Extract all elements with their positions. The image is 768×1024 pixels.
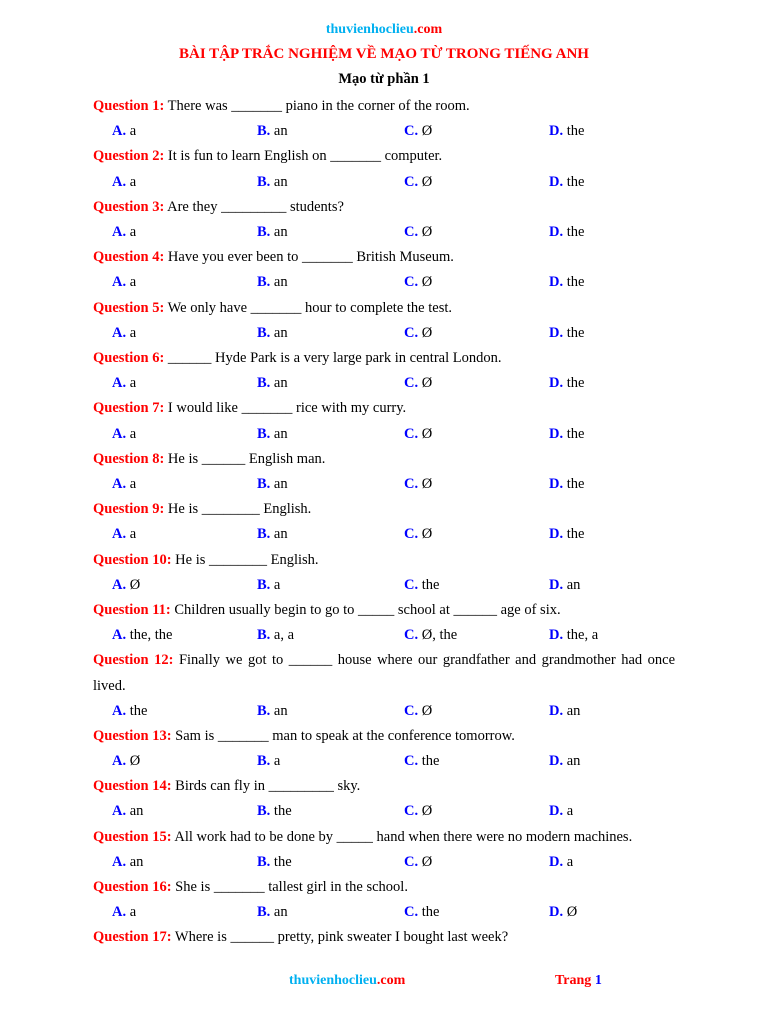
option-letter: D.	[549, 123, 564, 140]
option-text: an	[566, 753, 581, 770]
option-letter: C.	[404, 627, 419, 644]
option-letter: D.	[549, 576, 564, 593]
option-letter: A.	[112, 803, 127, 820]
option-letter: A.	[112, 274, 127, 291]
option-text: Ø	[421, 803, 433, 820]
option-letter: B.	[257, 173, 271, 190]
option-letter: D.	[549, 627, 564, 644]
answer-options	[93, 220, 675, 245]
option-c[interactable]	[404, 119, 432, 144]
question-13	[93, 724, 675, 749]
question-label: Question 3:	[93, 198, 165, 215]
option-text: a	[129, 324, 137, 341]
option-text: a	[566, 803, 574, 820]
option-letter: B.	[257, 904, 271, 921]
question-11	[93, 598, 675, 623]
option-c[interactable]	[404, 900, 439, 925]
option-d[interactable]	[549, 170, 584, 195]
option-b[interactable]	[257, 573, 280, 598]
option-text: the	[129, 702, 148, 719]
option-letter: A.	[112, 223, 127, 240]
question-6	[93, 346, 675, 371]
question-label: Question 7:	[93, 400, 165, 417]
option-text: a	[129, 425, 137, 442]
option-letter: D.	[549, 526, 564, 543]
option-b[interactable]	[257, 799, 292, 824]
option-letter: A.	[112, 324, 127, 341]
option-text: a	[273, 753, 281, 770]
question-text: We only have _______ hour to complete the test.	[164, 299, 452, 316]
option-text: the	[421, 753, 440, 770]
question-1	[93, 94, 675, 119]
option-d[interactable]	[549, 119, 584, 144]
question-text: It is fun to learn English on _______ computer.	[164, 148, 443, 165]
question-label: Question 1:	[93, 98, 165, 114]
option-letter: A.	[112, 904, 127, 921]
option-letter: D.	[549, 375, 564, 392]
option-b[interactable]	[257, 119, 288, 144]
answer-options	[93, 749, 675, 774]
answer-options	[93, 799, 675, 824]
option-letter: C.	[404, 904, 419, 921]
option-text: an	[273, 274, 288, 291]
answer-options	[93, 472, 675, 497]
option-letter: C.	[404, 173, 419, 190]
answer-options	[93, 321, 675, 346]
option-letter: C.	[404, 475, 419, 492]
option-text: Ø	[421, 853, 433, 870]
option-d[interactable]	[549, 900, 577, 925]
question-7	[93, 396, 675, 421]
question-text: Are they _________ students?	[164, 198, 344, 215]
option-text: the	[421, 904, 440, 921]
option-text: an	[273, 425, 288, 442]
option-c[interactable]	[404, 472, 432, 497]
option-letter: D.	[549, 274, 564, 291]
page-number	[555, 973, 602, 989]
option-text: the	[566, 475, 585, 492]
option-c[interactable]	[404, 699, 432, 724]
answer-options	[93, 371, 675, 396]
option-text: a	[129, 274, 137, 291]
question-10	[93, 548, 675, 573]
option-letter: D.	[549, 223, 564, 240]
option-c[interactable]	[404, 749, 439, 774]
option-text: the	[566, 274, 585, 291]
option-letter: A.	[112, 853, 127, 870]
option-letter: D.	[549, 702, 564, 719]
option-text: the, a	[566, 627, 599, 644]
option-text: Ø	[421, 324, 433, 341]
option-letter: B.	[257, 425, 271, 442]
option-a[interactable]	[112, 623, 172, 648]
option-letter: B.	[257, 324, 271, 341]
option-b[interactable]	[257, 270, 288, 295]
question-label: Question 11:	[93, 601, 171, 618]
option-letter: C.	[404, 526, 419, 543]
option-letter: C.	[404, 576, 419, 593]
site-header	[0, 22, 768, 38]
question-label: Question 8:	[93, 450, 165, 467]
question-4	[93, 245, 675, 270]
option-a[interactable]	[112, 799, 143, 824]
option-text: a, a	[273, 627, 295, 644]
question-15	[93, 825, 675, 850]
option-c[interactable]	[404, 799, 432, 824]
answer-options	[93, 170, 675, 195]
question-17	[93, 925, 675, 950]
option-b[interactable]	[257, 900, 288, 925]
option-text: Ø	[421, 702, 433, 719]
option-text: an	[273, 324, 288, 341]
option-b[interactable]	[257, 699, 288, 724]
option-letter: B.	[257, 526, 271, 543]
page-number-value: 1	[594, 973, 602, 988]
option-d[interactable]	[549, 522, 584, 547]
option-b[interactable]	[257, 472, 288, 497]
page-label: Trang	[555, 973, 595, 988]
option-letter: B.	[257, 375, 271, 392]
option-text: Ø, the	[421, 627, 458, 644]
option-text: Ø	[129, 576, 141, 593]
option-letter: C.	[404, 375, 419, 392]
question-9	[93, 497, 675, 522]
option-letter: B.	[257, 576, 271, 593]
option-letter: C.	[404, 123, 419, 140]
question-label: Question 2:	[93, 148, 165, 165]
option-text: Ø	[421, 375, 433, 392]
option-letter: B.	[257, 753, 271, 770]
option-text: an	[273, 375, 288, 392]
option-b[interactable]	[257, 522, 288, 547]
option-text: Ø	[421, 223, 433, 240]
option-letter: D.	[549, 803, 564, 820]
option-b[interactable]	[257, 220, 288, 245]
option-text: an	[273, 123, 288, 140]
option-letter: C.	[404, 853, 419, 870]
option-c[interactable]	[404, 371, 432, 396]
document-title: BÀI TẬP TRẮC NGHIỆM VỀ MẠO TỪ TRONG TIẾNG ANH	[179, 46, 589, 62]
option-letter: B.	[257, 223, 271, 240]
question-label: Question 16:	[93, 879, 172, 896]
option-b[interactable]	[257, 371, 288, 396]
answer-options	[93, 522, 675, 547]
question-text: He is ________ English.	[171, 551, 319, 568]
site-domain: .com	[413, 22, 443, 37]
question-label: Question 10:	[93, 551, 172, 568]
option-d[interactable]	[549, 270, 584, 295]
question-text: ______ Hyde Park is a very large park in central London.	[164, 349, 502, 366]
option-text: a	[129, 173, 137, 190]
option-b[interactable]	[257, 321, 288, 346]
option-d[interactable]	[549, 422, 584, 447]
option-a[interactable]	[112, 270, 136, 295]
question-text: He is ________ English.	[164, 501, 312, 518]
question-2	[93, 144, 675, 169]
answer-options	[93, 119, 675, 144]
option-letter: D.	[549, 904, 564, 921]
option-letter: D.	[549, 324, 564, 341]
option-c[interactable]	[404, 850, 432, 875]
option-text: the	[273, 853, 292, 870]
option-a[interactable]	[112, 220, 136, 245]
option-c[interactable]	[404, 170, 432, 195]
option-letter: A.	[112, 173, 127, 190]
answer-options	[93, 850, 675, 875]
option-text: a	[566, 853, 574, 870]
option-d[interactable]	[549, 850, 573, 875]
answer-options	[93, 623, 675, 648]
question-label: Question 13:	[93, 727, 172, 744]
question-16	[93, 875, 675, 900]
option-a[interactable]	[112, 522, 136, 547]
question-label: Question 12:	[93, 652, 174, 669]
question-text: Children usually begin to go to _____ school at ______ age of six.	[170, 601, 561, 618]
option-d[interactable]	[549, 623, 598, 648]
option-c[interactable]	[404, 270, 432, 295]
option-letter: B.	[257, 475, 271, 492]
option-a[interactable]	[112, 321, 136, 346]
option-b[interactable]	[257, 850, 292, 875]
option-text: the	[566, 173, 585, 190]
option-text: an	[566, 702, 581, 719]
option-letter: B.	[257, 803, 271, 820]
option-text: a	[129, 123, 137, 140]
option-text: a	[129, 526, 137, 543]
option-text: an	[129, 803, 144, 820]
option-c[interactable]	[404, 220, 432, 245]
option-letter: C.	[404, 803, 419, 820]
option-text: Ø	[421, 475, 433, 492]
option-text: a	[273, 576, 281, 593]
option-c[interactable]	[404, 573, 439, 598]
option-d[interactable]	[549, 220, 584, 245]
option-letter: D.	[549, 425, 564, 442]
option-a[interactable]	[112, 119, 136, 144]
option-letter: A.	[112, 123, 127, 140]
option-text: Ø	[421, 425, 433, 442]
option-letter: A.	[112, 702, 127, 719]
option-letter: C.	[404, 753, 419, 770]
question-label: Question 17:	[93, 929, 172, 946]
option-a[interactable]	[112, 749, 140, 774]
option-text: the, the	[129, 627, 173, 644]
option-d[interactable]	[549, 699, 580, 724]
answer-options	[93, 900, 675, 925]
question-label: Question 14:	[93, 778, 172, 795]
option-a[interactable]	[112, 699, 147, 724]
document-subtitle: Mạo từ phần 1	[338, 71, 430, 87]
option-b[interactable]	[257, 623, 294, 648]
option-text: a	[129, 375, 137, 392]
question-text: He is ______ English man.	[164, 450, 326, 467]
option-letter: A.	[112, 753, 127, 770]
option-a[interactable]	[112, 850, 143, 875]
option-text: the	[566, 123, 585, 140]
option-text: Ø	[566, 904, 578, 921]
question-8	[93, 447, 675, 472]
option-d[interactable]	[549, 472, 584, 497]
option-text: the	[566, 324, 585, 341]
question-text: Where is ______ pretty, pink sweater I bought last week?	[171, 929, 509, 946]
option-text: the	[566, 223, 585, 240]
option-letter: C.	[404, 425, 419, 442]
option-letter: C.	[404, 702, 419, 719]
answer-options	[93, 573, 675, 598]
option-text: the	[566, 526, 585, 543]
option-a[interactable]	[112, 900, 136, 925]
option-letter: B.	[257, 853, 271, 870]
option-text: the	[566, 425, 585, 442]
answer-options	[93, 699, 675, 724]
question-12	[93, 648, 675, 698]
site-name: thuvienhoclieu	[325, 22, 414, 37]
option-letter: B.	[257, 702, 271, 719]
option-text: the	[566, 375, 585, 392]
option-letter: C.	[404, 274, 419, 291]
question-text: All work had to be done by _____ hand when there were no modern machines.	[171, 828, 633, 845]
option-letter: C.	[404, 223, 419, 240]
option-text: Ø	[421, 173, 433, 190]
option-letter: B.	[257, 123, 271, 140]
option-text: Ø	[129, 753, 141, 770]
question-14	[93, 774, 675, 799]
option-letter: D.	[549, 173, 564, 190]
question-5	[93, 296, 675, 321]
option-text: the	[273, 803, 292, 820]
option-letter: B.	[257, 274, 271, 291]
question-label: Question 6:	[93, 349, 165, 366]
option-a[interactable]	[112, 472, 136, 497]
option-a[interactable]	[112, 170, 136, 195]
answer-options	[93, 270, 675, 295]
option-d[interactable]	[549, 749, 580, 774]
question-text: There was _______ piano in the corner of the room.	[164, 98, 470, 114]
option-d[interactable]	[549, 321, 584, 346]
option-b[interactable]	[257, 170, 288, 195]
option-letter: B.	[257, 627, 271, 644]
footer-site	[289, 973, 405, 989]
option-text: an	[273, 475, 288, 492]
question-label: Question 15:	[93, 828, 172, 845]
option-letter: D.	[549, 753, 564, 770]
option-a[interactable]	[112, 573, 140, 598]
option-text: Ø	[421, 123, 433, 140]
option-b[interactable]	[257, 422, 288, 447]
option-text: a	[129, 223, 137, 240]
option-letter: D.	[549, 475, 564, 492]
option-text: an	[273, 526, 288, 543]
option-a[interactable]	[112, 422, 136, 447]
question-text: Sam is _______ man to speak at the conference tomorrow.	[171, 727, 515, 744]
option-text: a	[129, 904, 137, 921]
question-3	[93, 195, 675, 220]
option-text: the	[421, 576, 440, 593]
question-text: I would like _______ rice with my curry.	[164, 400, 407, 417]
option-letter: A.	[112, 425, 127, 442]
option-text: Ø	[421, 274, 433, 291]
option-letter: A.	[112, 627, 127, 644]
option-c[interactable]	[404, 623, 457, 648]
option-d[interactable]	[549, 573, 580, 598]
option-letter: A.	[112, 475, 127, 492]
option-d[interactable]	[549, 799, 573, 824]
option-c[interactable]	[404, 422, 432, 447]
answer-options	[93, 422, 675, 447]
question-text: She is _______ tallest girl in the school.	[171, 879, 408, 896]
footer-site-name: thuvienhoclieu	[289, 973, 377, 988]
option-text: an	[273, 904, 288, 921]
option-text: Ø	[421, 526, 433, 543]
question-list	[93, 94, 675, 951]
option-letter: A.	[112, 576, 127, 593]
option-b[interactable]	[257, 749, 280, 774]
option-d[interactable]	[549, 371, 584, 396]
question-text: Have you ever been to _______ British Museum.	[164, 249, 454, 266]
question-label: Question 4:	[93, 249, 165, 266]
option-text: a	[129, 475, 137, 492]
option-text: an	[273, 223, 288, 240]
option-text: an	[129, 853, 144, 870]
footer-site-domain: .com	[376, 973, 406, 988]
option-letter: D.	[549, 853, 564, 870]
option-text: an	[273, 702, 288, 719]
option-c[interactable]	[404, 321, 432, 346]
option-c[interactable]	[404, 522, 432, 547]
option-letter: A.	[112, 375, 127, 392]
question-text: Finally we got to ______ house where our grandfather and grandmother had once lived.	[93, 652, 676, 694]
question-text: Birds can fly in _________ sky.	[171, 778, 361, 795]
option-text: an	[273, 173, 288, 190]
option-a[interactable]	[112, 371, 136, 396]
option-letter: C.	[404, 324, 419, 341]
question-label: Question 5:	[93, 299, 165, 316]
option-letter: A.	[112, 526, 127, 543]
option-text: an	[566, 576, 581, 593]
question-label: Question 9:	[93, 501, 165, 518]
